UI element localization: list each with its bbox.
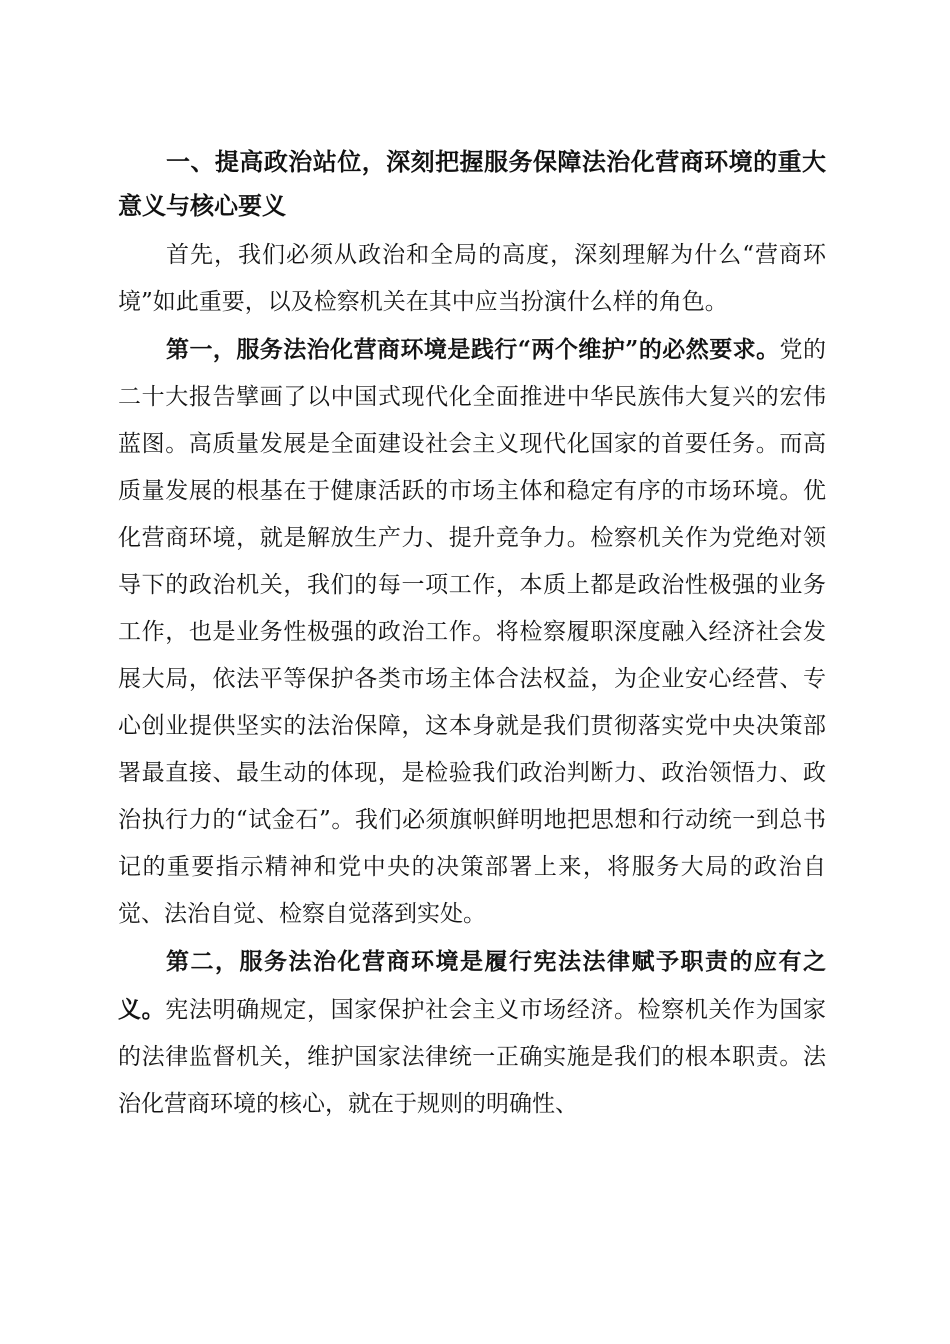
- paragraph-point-two: [118, 938, 826, 1128]
- paragraph-intro: [118, 231, 826, 326]
- section-heading: 一、提高政治站位，深刻把握服务保障法治化营商环境的重大意义与核心要义: [118, 148, 826, 220]
- paragraph-text: 党的二十大报告擘画了以中国式现代化全面推进中华民族伟大复兴的宏伟蓝图。高质量发展是全面建设社会主义现代化国家的首要任务。而高质量发展的根基在于健康活跃的市场主体和稳定有序的市场环境。优化营商环境，就是解放生产力、提升竞争力。检察机关作为党绝对领导下的政治机关，我们的每一项工作，本质上都是政治性极强的业务工作，也是业务性极强的政治工作。将检察履职深度融入经济社会发展大局，依法平等保护各类市场主体合法权益，为企业安心经营、专心创业提供坚实的法治保障，这本身就是我们贯彻落实党中央决策部署最直接、最生动的体现，是检验我们政治判断力、政治领悟力、政治执行力的“试金石”。我们必须旗帜鲜明地把思想和行动统一到总书记的重要指示精神和党中央的决策部署上来，将服务大局的政治自觉、法治自觉、检察自觉落到实处。: [118, 337, 826, 927]
- paragraph-text: 首先，我们必须从政治和全局的高度，深刻理解为什么“营商环境”如此重要，以及检察机关在其中应当扮演什么样的角色。: [118, 242, 826, 315]
- paragraph-lead: 第一，服务法治化营商环境是践行“两个维护”的必然要求。: [166, 336, 780, 363]
- paragraph-lead: 第二，服务法治化营商环境是履行宪法法律赋予职责的应有之义。: [118, 948, 826, 1023]
- paragraph-text: 宪法明确规定，国家保护社会主义市场经济。检察机关作为国家的法律监督机关，维护国家法律统一正确实施是我们的根本职责。法治化营商环境的核心，就在于规则的明确性、: [118, 997, 827, 1117]
- paragraph-point-one: [118, 326, 826, 938]
- document-body: [118, 140, 826, 1128]
